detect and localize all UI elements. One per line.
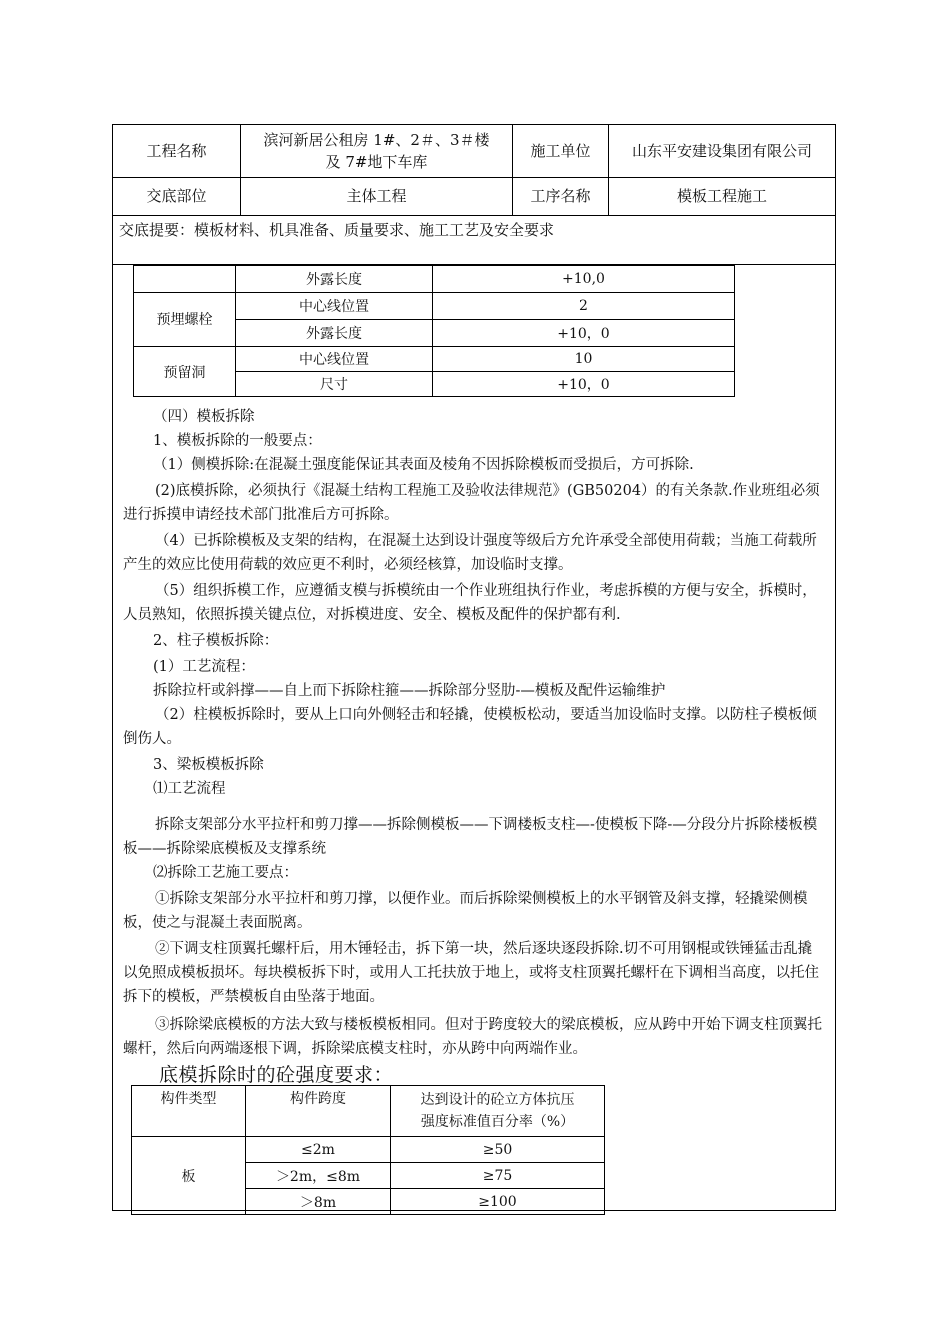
paragraph: （4）已拆除模板及支架的结构，在混凝土达到设计强度等级后方允许承受全部使用荷载；当施工荷载所产生的效应比使用荷载的效应更不利时，必须经核算，加设临时支撑。 xyxy=(123,533,817,573)
group-hole: 预留洞 xyxy=(134,347,236,397)
contractor-value: 山东平安建设集团有限公司 xyxy=(631,142,812,160)
summary-text: 交底提要：模板材料、机具准备、质量要求、施工工艺及安全要求 xyxy=(119,221,555,239)
item-cell: 外露长度 xyxy=(236,266,433,293)
table-row xyxy=(134,293,735,320)
process-value: 模板工程施工 xyxy=(676,187,767,205)
contractor-label: 施工单位 xyxy=(513,125,609,177)
paragraph: （2）柱模板拆除时，要从上口向外侧轻击和轻撬，使模板松动，要适当加设临时支撑。以防柱子模板倾倒伤人。 xyxy=(123,707,817,747)
item-cell: 外露长度 xyxy=(236,320,433,347)
paragraph: 1、模板拆除的一般要点： xyxy=(153,433,322,449)
col-header-percent-line1: 达到设计的砼立方体抗压 xyxy=(420,1092,575,1108)
value-cell: +10，0 xyxy=(433,372,735,397)
item-cell: 中心线位置 xyxy=(236,347,433,372)
requirement-table xyxy=(131,1085,605,1215)
item-cell: 中心线位置 xyxy=(236,293,433,320)
value-cell: 2 xyxy=(433,293,735,320)
part-value: 主体工程 xyxy=(241,177,513,215)
paragraph: ①拆除支架部分水平拉杆和剪刀撑，以便作业。而后拆除梁侧模板上的水平钢管及斜支撑，轻撬梁侧模板，使之与混凝土表面脱离。 xyxy=(123,891,808,931)
type-cell: 板 xyxy=(132,1137,246,1215)
group-cell-empty xyxy=(134,266,236,293)
requirement-title: 底模拆除时的砼强度要求： xyxy=(159,1064,394,1086)
col-header-percent-line2: 强度标准值百分率（%） xyxy=(420,1114,575,1130)
paragraph: 3、梁板模板拆除 xyxy=(153,757,264,773)
project-name-line2: 及 7#地下车库 xyxy=(325,153,428,171)
span-cell: ≤2m xyxy=(246,1137,391,1163)
item-cell: 尺寸 xyxy=(236,372,433,397)
paragraph: ③拆除梁底模板的方法大致与楼板模板相同。但对于跨度较大的梁底模板，应从跨中开始下调支柱顶翼托螺杆，然后向两端逐根下调，拆除梁底模支柱时，亦从跨中向两端作业。 xyxy=(123,1017,822,1057)
col-header-span: 构件跨度 xyxy=(246,1086,391,1137)
paragraph: （5）组织拆模工作，应遵循支模与拆模统由一个作业班组执行作业，考虑拆模的方便与安全，拆模时，人员熟知，依照拆摸关键点位，对拆模进度、安全、模板及配件的保护都有利. xyxy=(123,583,817,623)
value-cell: +10,0 xyxy=(433,266,735,293)
paragraph: ⑴工艺流程 xyxy=(153,781,226,797)
project-name-line1: 滨河新居公租房 1#、2＃、3＃楼 xyxy=(263,131,490,149)
percent-cell: ≥50 xyxy=(391,1137,605,1163)
col-header-percent xyxy=(391,1086,605,1137)
paragraph: 拆除支架部分水平拉杆和剪刀撑——拆除侧模板——下调楼板支柱—-使模板下降-—分段分片拆除楼板模板——拆除梁底模板及支撑系统 xyxy=(123,817,818,857)
percent-cell: ≥100 xyxy=(391,1189,605,1215)
table-row xyxy=(134,266,735,293)
paragraph: (1）工艺流程： xyxy=(153,659,255,675)
col-header-type: 构件类型 xyxy=(132,1086,246,1137)
header-row-1 xyxy=(113,125,835,178)
table-row xyxy=(134,347,735,372)
disclosure-form xyxy=(112,124,836,1211)
percent-cell: ≥75 xyxy=(391,1163,605,1189)
value-cell: 10 xyxy=(433,347,735,372)
value-cell: +10，0 xyxy=(433,320,735,347)
project-name-label: 工程名称 xyxy=(113,125,241,177)
tolerance-table xyxy=(133,265,735,397)
group-bolt: 预埋螺栓 xyxy=(134,293,236,347)
section-heading: （四）模板拆除 xyxy=(153,409,255,425)
paragraph: (2)底模拆除，必须执行《混凝土结构工程施工及验收法律规范》(GB50204）的有关条款.作业班组必须进行拆摸申请经技术部门批准后方可拆除。 xyxy=(123,483,820,523)
part-label: 交底部位 xyxy=(113,177,241,215)
span-cell: ＞2m，≤8m xyxy=(246,1163,391,1189)
span-cell: ＞8m xyxy=(246,1189,391,1215)
project-name-value xyxy=(241,125,513,177)
table-row xyxy=(132,1137,605,1163)
paragraph: 2、柱子模板拆除： xyxy=(153,633,279,649)
process-label: 工序名称 xyxy=(513,177,609,215)
table-header-row xyxy=(132,1086,605,1137)
paragraph: ⑵拆除工艺施工要点： xyxy=(153,865,298,881)
header-row-2 xyxy=(113,177,835,216)
paragraph: （1）侧模拆除:在混凝土强度能保证其表面及棱角不因拆除模板而受损后，方可拆除. xyxy=(153,457,694,473)
paragraph: 拆除拉杆或斜撑——自上而下拆除柱箍——拆除部分竖肋-—模板及配件运输维护 xyxy=(153,683,666,699)
paragraph: ②下调支柱顶翼托螺杆后，用木锤轻击，拆下第一块，然后逐块逐段拆除.切不可用钢棍或铁锤猛击乱撬以免照成模板损坏。每块模板拆下时，或用人工托扶放于地上，或将支柱顶翼托螺杆在下调相当高度，以托住拆下的模板，严禁模板自由坠落于地面。 xyxy=(123,941,819,1005)
